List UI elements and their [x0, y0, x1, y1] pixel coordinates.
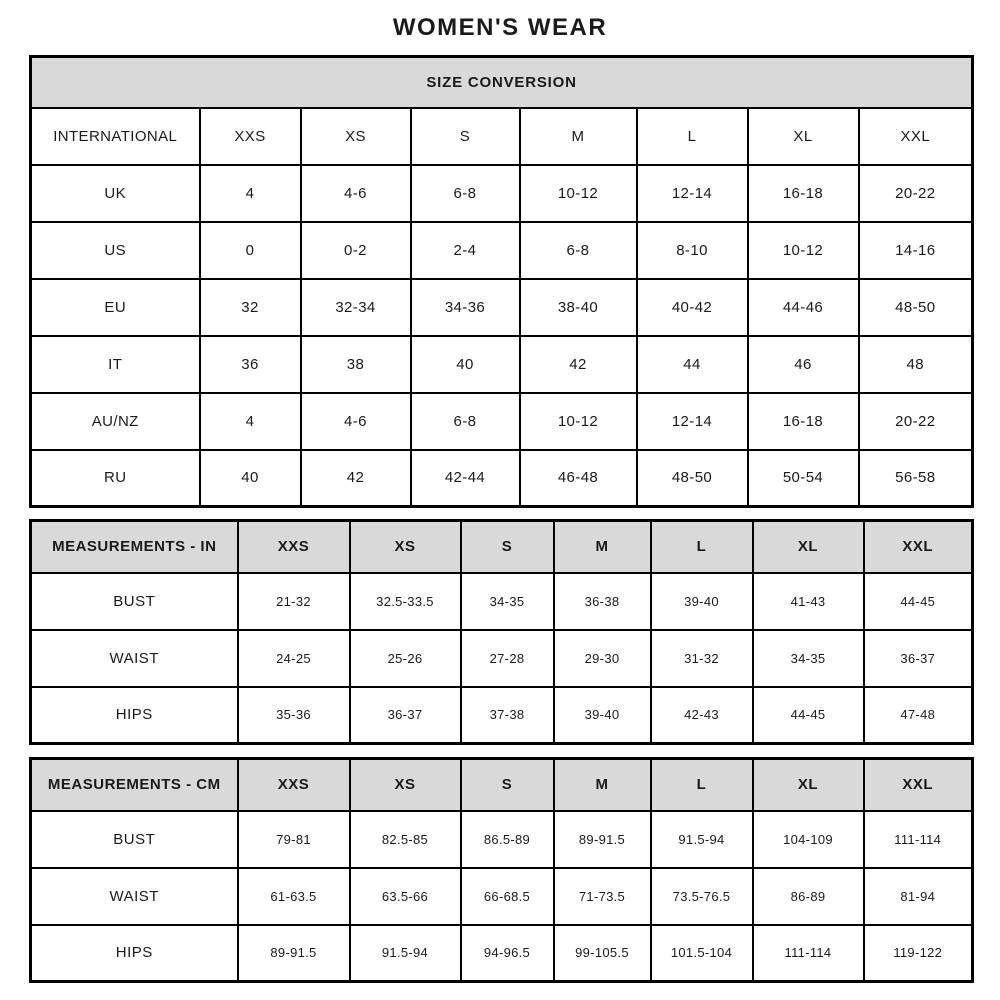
table-row-ru	[31, 450, 973, 507]
col-header-xxs: XXS	[238, 521, 350, 573]
cell-hips-xs: 36-37	[350, 687, 461, 744]
table-row-hips	[31, 687, 973, 744]
cell-waist-l: 31-32	[651, 630, 753, 687]
col-header-s: S	[461, 759, 554, 811]
cell-au-nz-l: 12-14	[637, 393, 748, 450]
cell-us-s: 2-4	[411, 222, 520, 279]
cell-eu-xxs: 32	[200, 279, 301, 336]
cell-uk-s: 6-8	[411, 165, 520, 222]
cell-waist-s: 66-68.5	[461, 868, 554, 925]
table-row-waist	[31, 630, 973, 687]
cell-ru-xxs: 40	[200, 450, 301, 507]
cell-bust-xl: 104-109	[753, 811, 864, 868]
table-row-au-nz	[31, 393, 973, 450]
cell-bust-xxl: 44-45	[864, 573, 973, 630]
col-header-s: S	[461, 521, 554, 573]
cell-hips-m: 39-40	[554, 687, 651, 744]
cell-ru-xs: 42	[301, 450, 411, 507]
cell-uk-xxl: 20-22	[859, 165, 973, 222]
cell-it-s: 40	[411, 336, 520, 393]
cell-us-xxl: 14-16	[859, 222, 973, 279]
cell-hips-l: 101.5-104	[651, 925, 753, 982]
table-row-uk	[31, 165, 973, 222]
col-header-l: L	[651, 521, 753, 573]
cell-eu-xl: 44-46	[748, 279, 859, 336]
cell-bust-l: 91.5-94	[651, 811, 753, 868]
col-header-xxl: XXL	[859, 108, 973, 165]
cell-it-xxs: 36	[200, 336, 301, 393]
size-conversion-banner-row	[31, 57, 973, 108]
cell-waist-xs: 63.5-66	[350, 868, 461, 925]
cell-ru-m: 46-48	[520, 450, 637, 507]
page-title: WOMEN'S WEAR	[392, 14, 608, 41]
size-conversion-title: SIZE CONVERSION	[31, 57, 973, 108]
cell-waist-xxs: 61-63.5	[238, 868, 350, 925]
table-row-us	[31, 222, 973, 279]
cell-hips-m: 99-105.5	[554, 925, 651, 982]
col-header-international: INTERNATIONAL	[31, 108, 200, 165]
cell-au-nz-m: 10-12	[520, 393, 637, 450]
cell-us-l: 8-10	[637, 222, 748, 279]
cell-us-xxs: 0	[200, 222, 301, 279]
cell-waist-xl: 86-89	[753, 868, 864, 925]
cell-waist-xxl: 81-94	[864, 868, 973, 925]
size-conversion-table	[29, 55, 974, 508]
col-header-l: L	[637, 108, 748, 165]
row-label-ru: RU	[31, 450, 200, 507]
row-label-hips: HIPS	[31, 687, 238, 744]
cell-waist-m: 29-30	[554, 630, 651, 687]
cell-waist-m: 71-73.5	[554, 868, 651, 925]
cell-bust-m: 89-91.5	[554, 811, 651, 868]
cell-it-xl: 46	[748, 336, 859, 393]
cell-eu-s: 34-36	[411, 279, 520, 336]
col-header-xxl: XXL	[864, 521, 973, 573]
cell-ru-xl: 50-54	[748, 450, 859, 507]
row-label-us: US	[31, 222, 200, 279]
table-row-bust	[31, 811, 973, 868]
table-row-it	[31, 336, 973, 393]
cell-au-nz-xl: 16-18	[748, 393, 859, 450]
cell-eu-l: 40-42	[637, 279, 748, 336]
cell-bust-xs: 82.5-85	[350, 811, 461, 868]
row-label-waist: WAIST	[31, 868, 238, 925]
cell-it-l: 44	[637, 336, 748, 393]
cell-waist-s: 27-28	[461, 630, 554, 687]
row-label-it: IT	[31, 336, 200, 393]
col-header-xxs: XXS	[238, 759, 350, 811]
row-label-eu: EU	[31, 279, 200, 336]
cell-bust-m: 36-38	[554, 573, 651, 630]
table-row-eu	[31, 279, 973, 336]
cell-bust-xl: 41-43	[753, 573, 864, 630]
cell-waist-l: 73.5-76.5	[651, 868, 753, 925]
cell-bust-l: 39-40	[651, 573, 753, 630]
cell-hips-xl: 111-114	[753, 925, 864, 982]
cell-hips-xl: 44-45	[753, 687, 864, 744]
cell-uk-xl: 16-18	[748, 165, 859, 222]
cell-bust-xxs: 21-32	[238, 573, 350, 630]
cell-it-xs: 38	[301, 336, 411, 393]
cell-bust-s: 86.5-89	[461, 811, 554, 868]
col-header-xs: XS	[350, 759, 461, 811]
cell-uk-m: 10-12	[520, 165, 637, 222]
measurements-cm-table	[29, 757, 974, 983]
cell-uk-xs: 4-6	[301, 165, 411, 222]
cell-waist-xs: 25-26	[350, 630, 461, 687]
cell-waist-xl: 34-35	[753, 630, 864, 687]
cell-hips-xxl: 47-48	[864, 687, 973, 744]
row-label-au-nz: AU/NZ	[31, 393, 200, 450]
table-row-hips	[31, 925, 973, 982]
cell-waist-xxs: 24-25	[238, 630, 350, 687]
cell-hips-xxs: 35-36	[238, 687, 350, 744]
col-header-xl: XL	[748, 108, 859, 165]
cell-eu-m: 38-40	[520, 279, 637, 336]
cell-hips-xxs: 89-91.5	[238, 925, 350, 982]
cell-hips-l: 42-43	[651, 687, 753, 744]
cell-ru-l: 48-50	[637, 450, 748, 507]
col-header-xs: XS	[301, 108, 411, 165]
row-label-uk: UK	[31, 165, 200, 222]
measurements-in-title: MEASUREMENTS - IN	[31, 521, 238, 573]
cell-bust-xxl: 111-114	[864, 811, 973, 868]
row-label-bust: BUST	[31, 811, 238, 868]
measurements-in-header-row	[31, 521, 973, 573]
cell-eu-xs: 32-34	[301, 279, 411, 336]
col-header-s: S	[411, 108, 520, 165]
col-header-xxs: XXS	[200, 108, 301, 165]
col-header-m: M	[554, 521, 651, 573]
cell-ru-s: 42-44	[411, 450, 520, 507]
col-header-xxl: XXL	[864, 759, 973, 811]
cell-hips-s: 37-38	[461, 687, 554, 744]
cell-au-nz-xxs: 4	[200, 393, 301, 450]
measurements-cm-title: MEASUREMENTS - CM	[31, 759, 238, 811]
measurements-cm-header-row	[31, 759, 973, 811]
cell-hips-xxl: 119-122	[864, 925, 973, 982]
col-header-xs: XS	[350, 521, 461, 573]
table-row-waist	[31, 868, 973, 925]
cell-ru-xxl: 56-58	[859, 450, 973, 507]
col-header-l: L	[651, 759, 753, 811]
col-header-m: M	[520, 108, 637, 165]
cell-us-xl: 10-12	[748, 222, 859, 279]
col-header-xl: XL	[753, 759, 864, 811]
cell-bust-xs: 32.5-33.5	[350, 573, 461, 630]
row-label-waist: WAIST	[31, 630, 238, 687]
cell-au-nz-xxl: 20-22	[859, 393, 973, 450]
row-label-bust: BUST	[31, 573, 238, 630]
row-label-hips: HIPS	[31, 925, 238, 982]
col-header-xl: XL	[753, 521, 864, 573]
cell-us-xs: 0-2	[301, 222, 411, 279]
cell-waist-xxl: 36-37	[864, 630, 973, 687]
cell-hips-s: 94-96.5	[461, 925, 554, 982]
cell-uk-l: 12-14	[637, 165, 748, 222]
cell-uk-xxs: 4	[200, 165, 301, 222]
cell-eu-xxl: 48-50	[859, 279, 973, 336]
cell-hips-xs: 91.5-94	[350, 925, 461, 982]
size-conversion-columns-row	[31, 108, 973, 165]
measurements-in-table	[29, 519, 974, 745]
cell-us-m: 6-8	[520, 222, 637, 279]
cell-au-nz-s: 6-8	[411, 393, 520, 450]
cell-it-m: 42	[520, 336, 637, 393]
cell-bust-s: 34-35	[461, 573, 554, 630]
cell-bust-xxs: 79-81	[238, 811, 350, 868]
table-row-bust	[31, 573, 973, 630]
col-header-m: M	[554, 759, 651, 811]
cell-it-xxl: 48	[859, 336, 973, 393]
cell-au-nz-xs: 4-6	[301, 393, 411, 450]
